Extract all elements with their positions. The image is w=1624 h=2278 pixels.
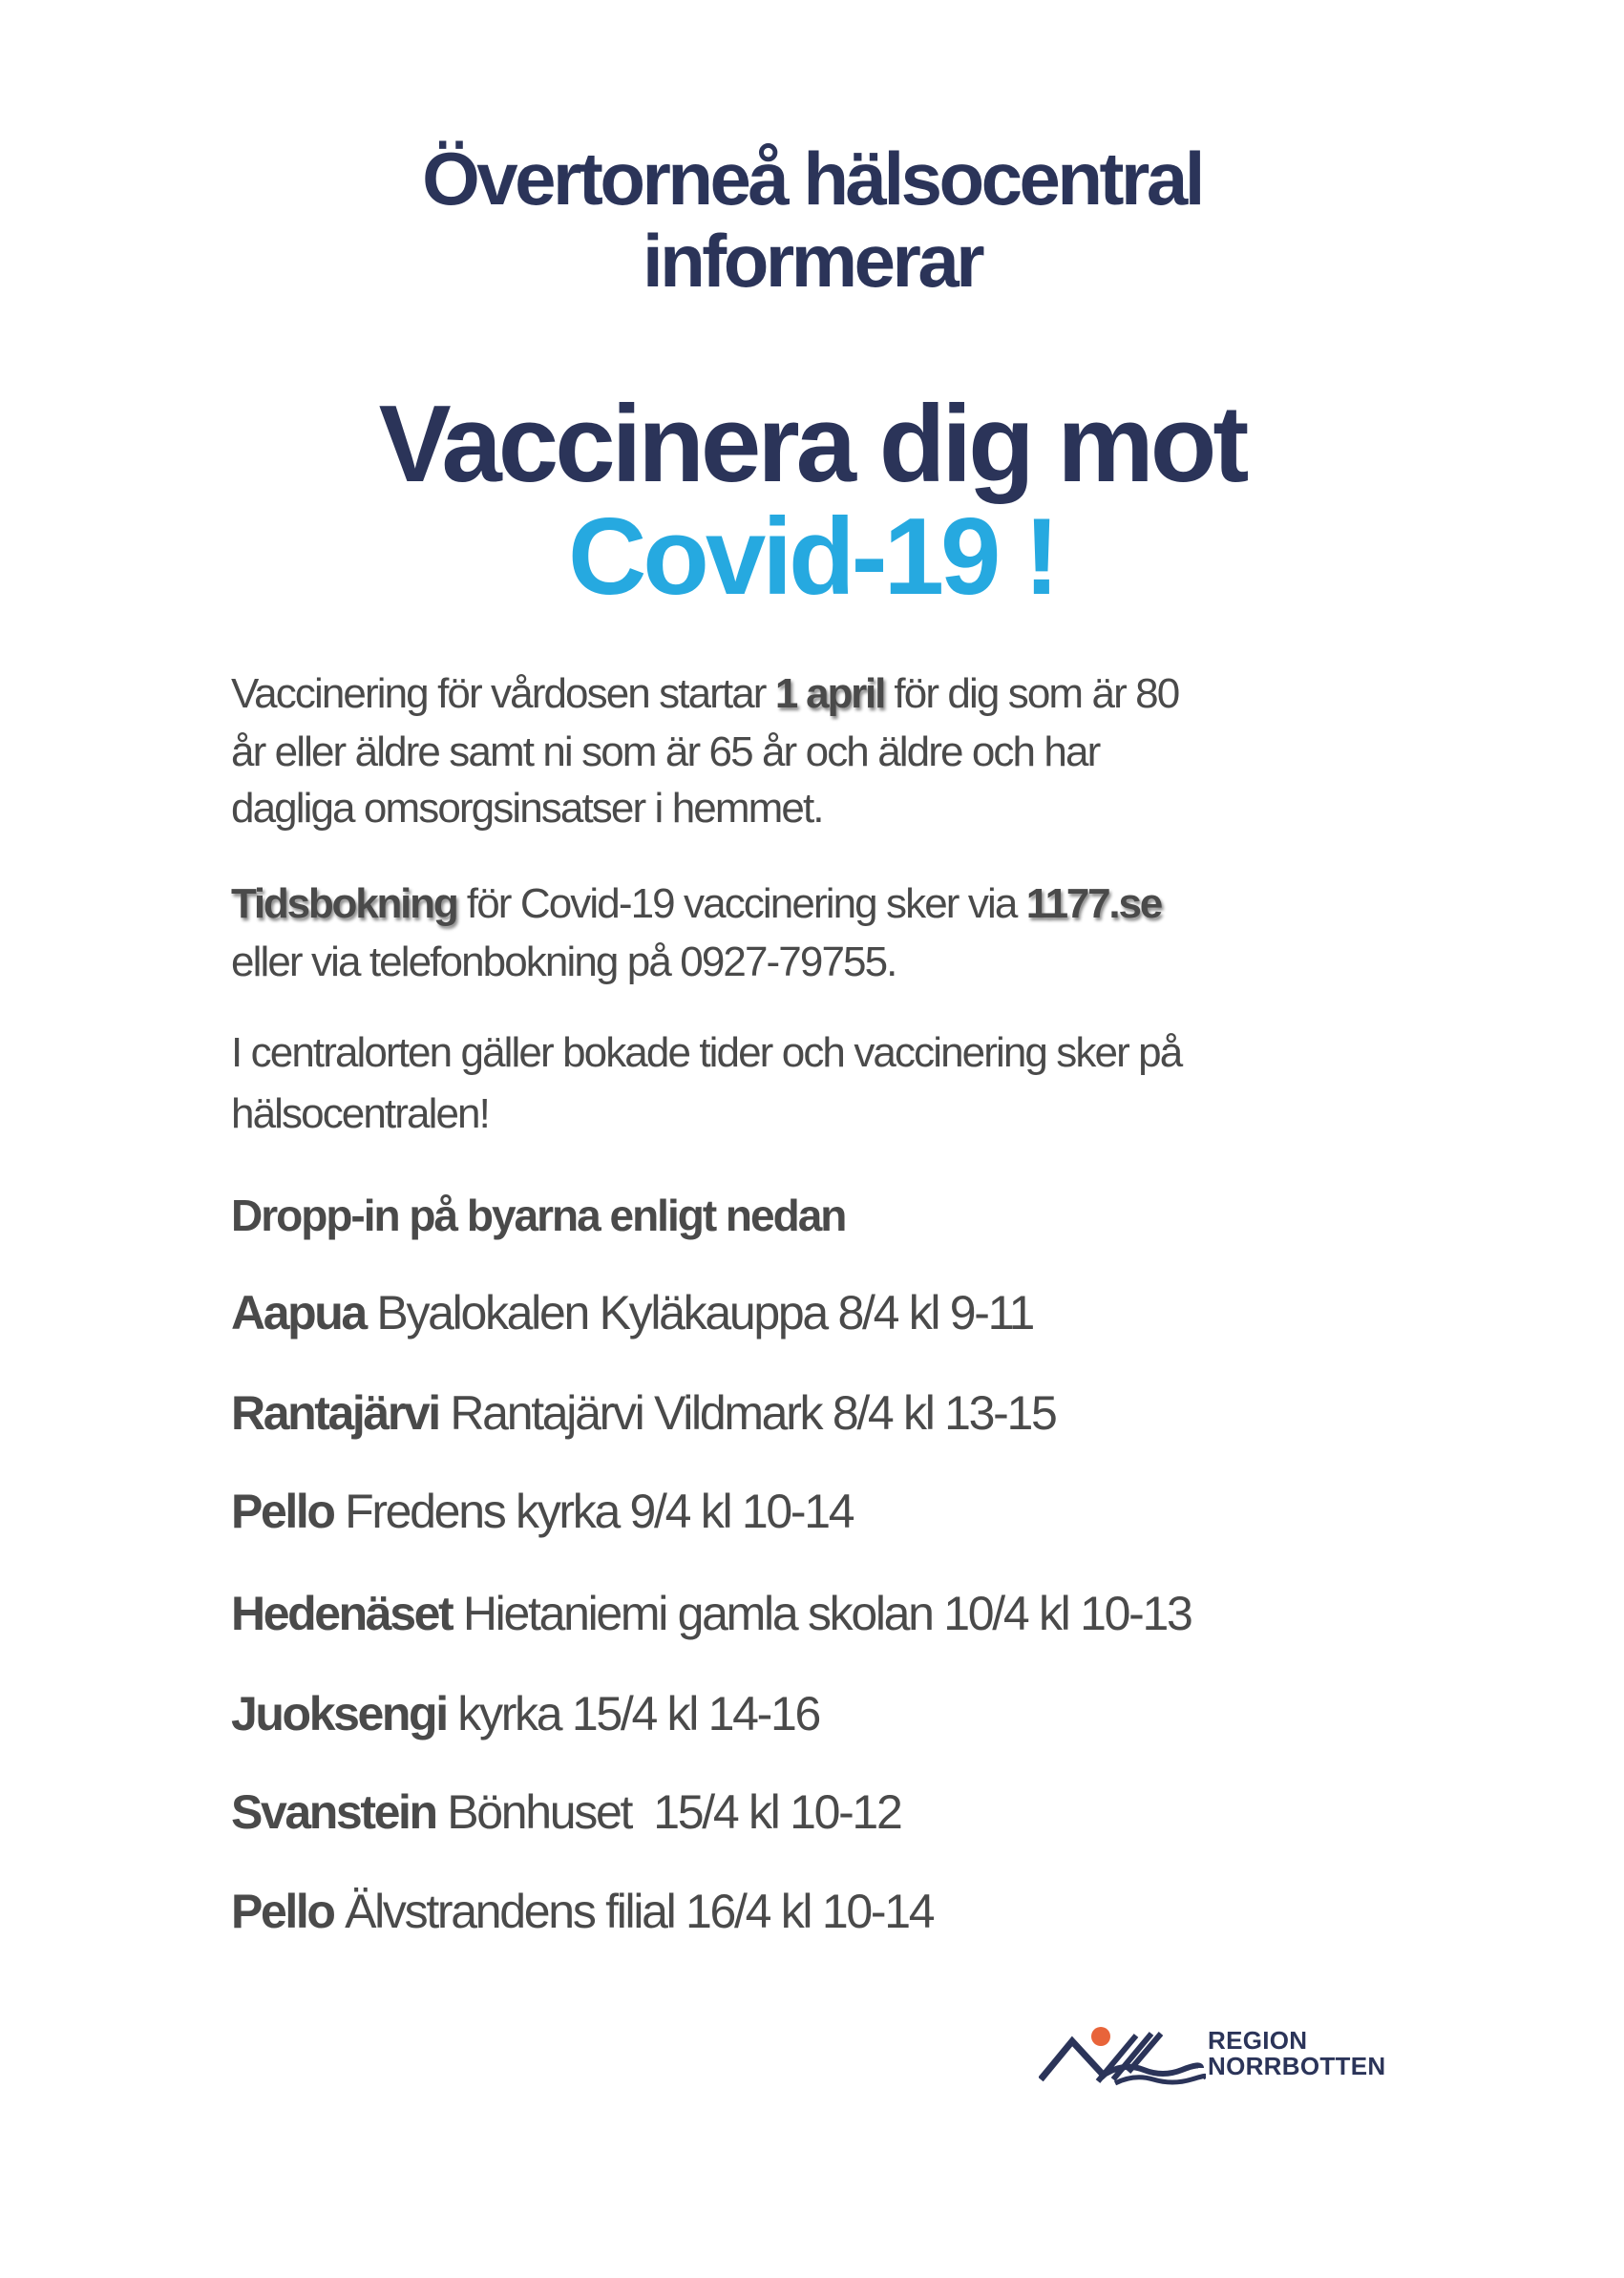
dropin-details: Fredens kyrka 9/4 kl 10-14 bbox=[333, 1485, 854, 1538]
booking-site-link[interactable]: 1177.se bbox=[1025, 880, 1161, 927]
start-date-highlight: 1 april bbox=[774, 670, 885, 717]
paragraph-1-line-2: år eller äldre samt ni som är 65 år och äldre och har bbox=[231, 728, 1100, 775]
paragraph-1-line-1 bbox=[231, 670, 1178, 718]
dropin-place: Juoksengi bbox=[231, 1687, 447, 1740]
paragraph-1-text-after: för dig som är 80 bbox=[884, 670, 1179, 717]
dropin-item bbox=[231, 1285, 1033, 1340]
dropin-heading: Dropp-in på byarna enligt nedan bbox=[231, 1191, 846, 1240]
dropin-details: Bönhuset 15/4 kl 10-12 bbox=[435, 1785, 901, 1839]
logo-line-norrbotten: NORRBOTTEN bbox=[1208, 2052, 1386, 2080]
dropin-item bbox=[231, 1385, 1056, 1441]
paragraph-2-line-1 bbox=[231, 880, 1161, 928]
dropin-place: Pello bbox=[231, 1485, 334, 1538]
dropin-details: Byalokalen Kyläkauppa 8/4 kl 9-11 bbox=[365, 1286, 1033, 1339]
logo-line-region: REGION bbox=[1208, 2026, 1308, 2055]
paragraph-2-text-middle: för Covid-19 vaccinering sker via bbox=[456, 880, 1026, 927]
paragraph-1-line-3: dagliga omsorgsinsatser i hemmet. bbox=[231, 785, 823, 832]
dropin-place: Rantajärvi bbox=[231, 1386, 439, 1440]
paragraph-3-line-2: hälsocentralen! bbox=[231, 1090, 489, 1137]
dropin-item bbox=[231, 1484, 853, 1539]
region-norrbotten-logo bbox=[1039, 2022, 1402, 2089]
dropin-details: Hietaniemi gamla skolan 10/4 kl 10-13 bbox=[452, 1587, 1192, 1640]
header-line-1: Övertorneå hälsocentral bbox=[422, 137, 1202, 221]
dropin-details: Rantajärvi Vildmark 8/4 kl 13-15 bbox=[438, 1386, 1056, 1440]
paragraph-1-text-before: Vaccinering för vårdosen startar bbox=[231, 670, 775, 717]
dropin-item bbox=[231, 1686, 819, 1741]
dropin-item bbox=[231, 1586, 1191, 1641]
dropin-place: Pello bbox=[231, 1885, 334, 1938]
headline-covid: Covid-19 ! bbox=[567, 496, 1057, 618]
dropin-place: Hedenäset bbox=[231, 1587, 453, 1640]
logo-wordmark bbox=[1208, 2028, 1385, 2079]
dropin-item bbox=[231, 1884, 933, 1939]
dropin-details: Älvstrandens filial 16/4 kl 10-14 bbox=[333, 1885, 934, 1938]
header-line-2: informerar bbox=[642, 219, 982, 303]
dropin-details: kyrka 15/4 kl 14-16 bbox=[446, 1687, 820, 1740]
paragraph-2-line-2: eller via telefonbokning på 0927-79755. bbox=[231, 939, 896, 985]
dropin-place: Svanstein bbox=[231, 1785, 436, 1839]
headline-line-1: Vaccinera dig mot bbox=[378, 384, 1246, 505]
paragraph-3-line-1: I centralorten gäller bokade tider och vaccinering sker på bbox=[231, 1029, 1182, 1076]
dropin-place: Aapua bbox=[231, 1286, 366, 1339]
mountain-sun-water-logo-icon bbox=[1039, 2022, 1206, 2089]
booking-highlight: Tidsbokning bbox=[231, 880, 457, 927]
dropin-item bbox=[231, 1784, 900, 1840]
